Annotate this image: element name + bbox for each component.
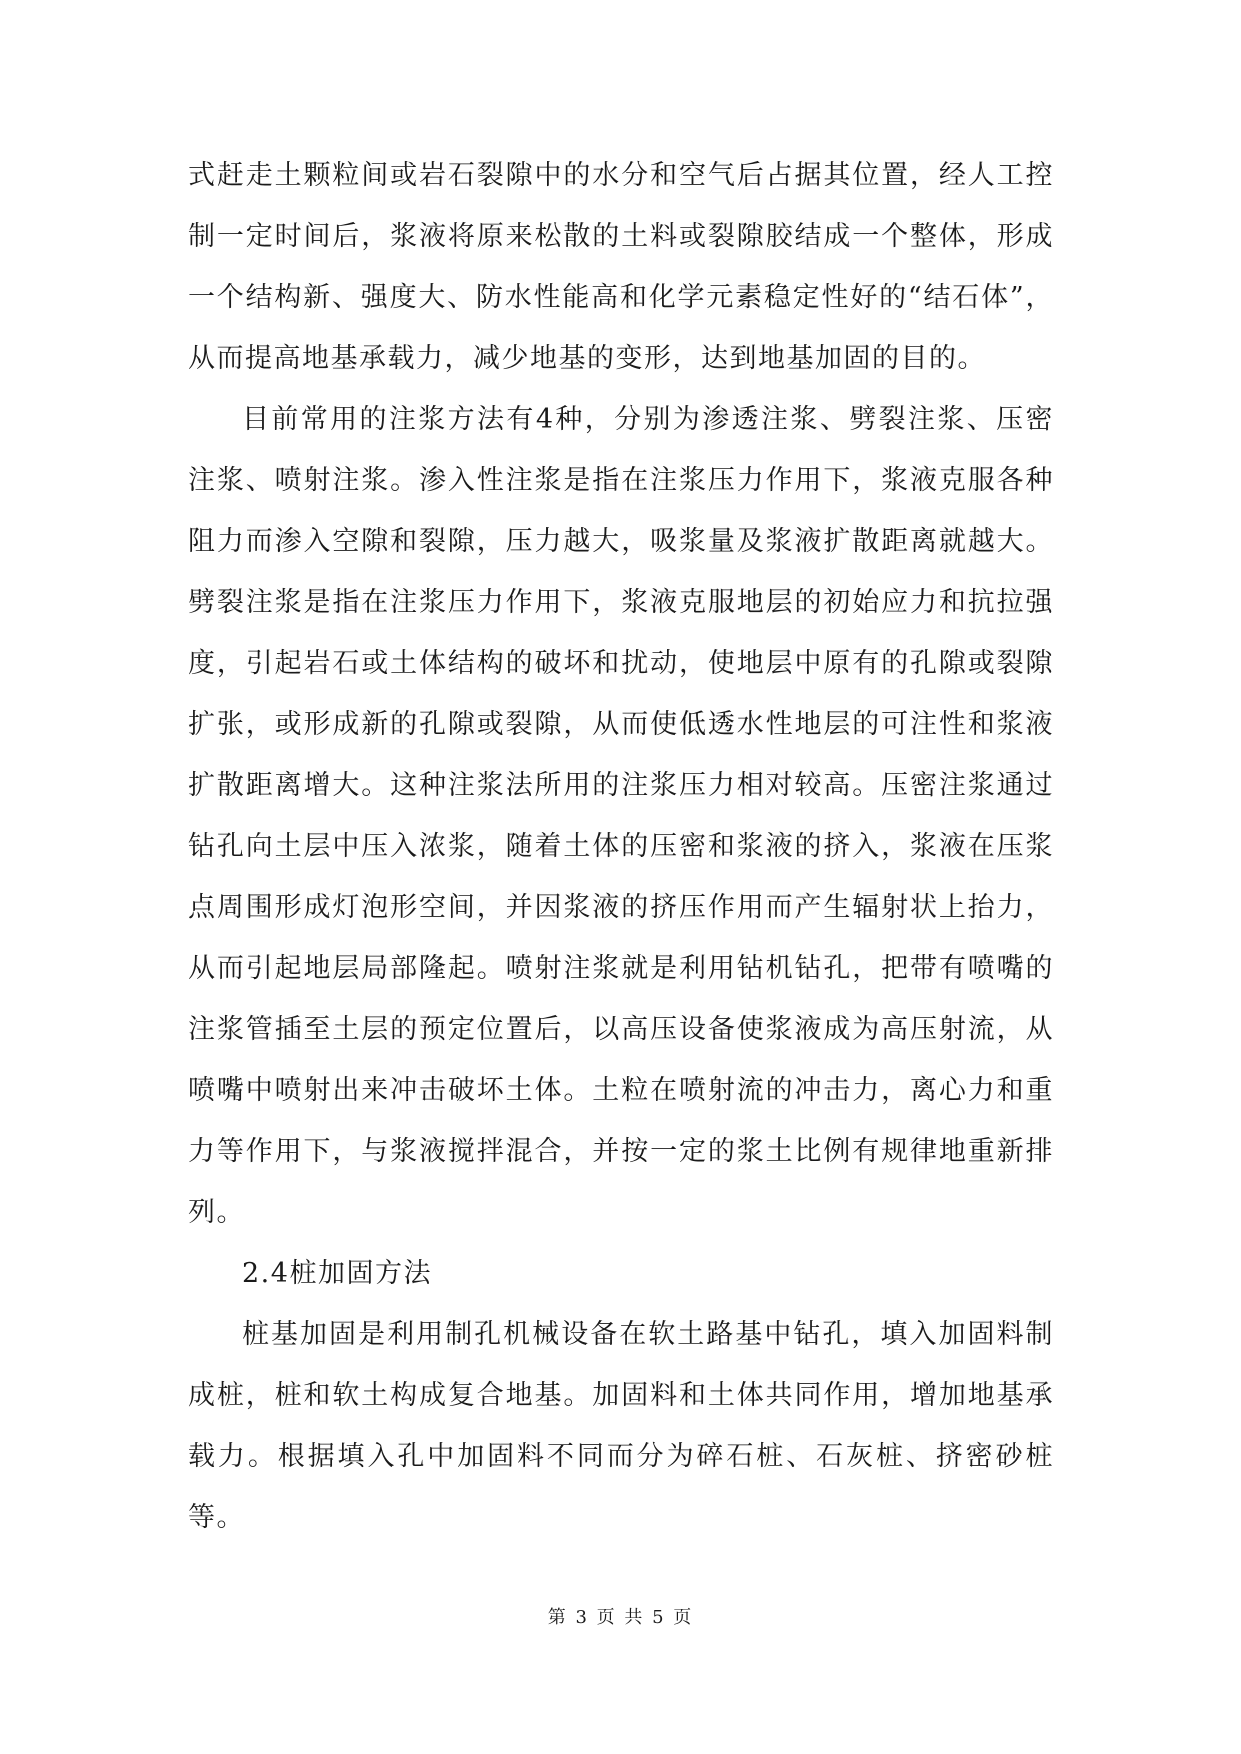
section-heading: 2.4桩加固方法 [242, 1258, 432, 1289]
paragraph-grouting-result: 式赶走土颗粒间或岩石裂隙中的水分和空气后占据其位置，经人工控制一定时间后，浆液将原来松散的土料或裂隙胶结成一个整体，形成一个结构新、强度大、防水性能高和化学元素稳定性好的“结石体”，从而提高地基承载力，减少地基的变形，达到地基加固的目的。 [188, 160, 1054, 374]
paragraph-grouting-methods: 目前常用的注浆方法有4种，分别为渗透注浆、劈裂注浆、压密注浆、喷射注浆。渗入性注浆是指在注浆压力作用下，浆液克服各种阻力而渗入空隙和裂隙，压力越大，吸浆量及浆液扩散距离就越大。劈裂注浆是指在注浆压力作用下，浆液克服地层的初始应力和抗拉强度，引起岩石或土体结构的破坏和扰动，使地层中原有的孔隙或裂隙扩张，或形成新的孔隙或裂隙，从而使低透水性地层的可注性和浆液扩散距离增大。这种注浆法所用的注浆压力相对较高。压密注浆通过钻孔向土层中压入浓浆，随着土体的压密和浆液的挤入，浆液在压浆点周围形成灯泡形空间，并因浆液的挤压作用而产生辐射状上抬力，从而引起地层局部隆起。喷射注浆就是利用钻机钻孔，把带有喷嘴的注浆管插至土层的预定位置后，以高压设备使浆液成为高压射流，从喷嘴中喷射出来冲击破坏土体。土粒在喷射流的冲击力，离心力和重力等作用下，与浆液搅拌混合，并按一定的浆土比例有规律地重新排列。 [188, 404, 1054, 1228]
paragraph-pile-reinforcement: 桩基加固是利用制孔机械设备在软土路基中钻孔，填入加固料制成桩，桩和软土构成复合地基。加固料和土体共同作用，增加地基承载力。根据填入孔中加固料不同而分为碎石桩、石灰桩、挤密砂桩等。 [188, 1319, 1054, 1533]
document-body [188, 145, 1054, 1548]
page-number-footer: 第 3 页 共 5 页 [547, 1607, 694, 1628]
